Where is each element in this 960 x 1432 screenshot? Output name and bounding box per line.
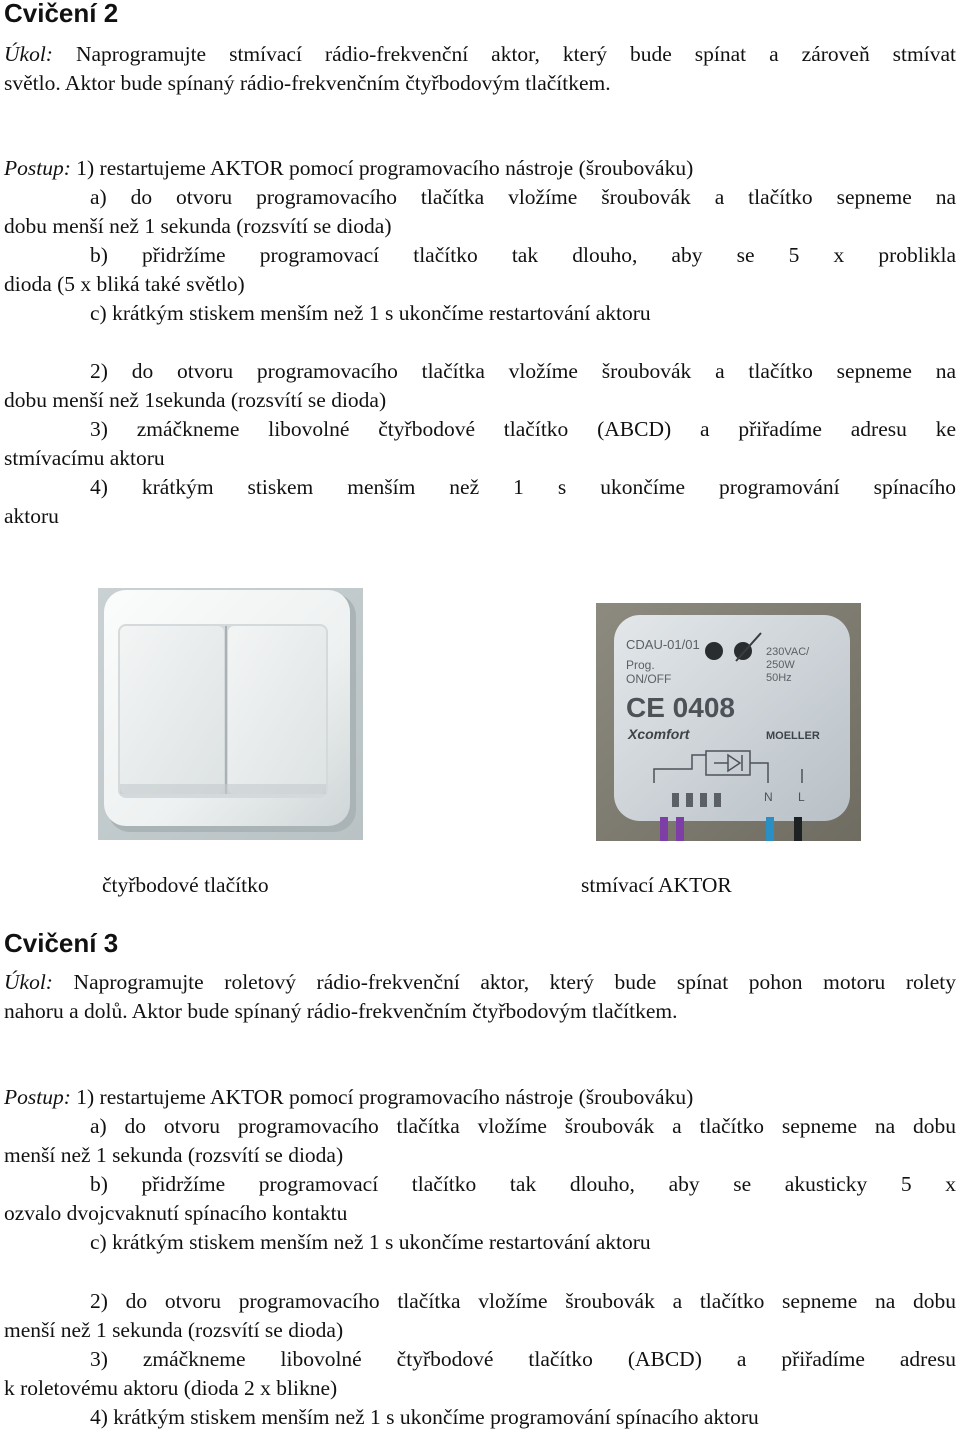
ex3-step2-line1: 2) do otvoru programovacího tlačítka vložíme šroubovák a tlačítko sepneme na dobu [90,1289,956,1313]
ex3-step3-line2: k roletovému aktoru (dioda 2 x blikne) [4,1376,338,1400]
ce-mark-label: CE 0408 [626,692,735,723]
caption-dimming-actuator: stmívací AKTOR [581,873,732,897]
four-point-switch-photo [98,588,363,840]
ex3-step4: 4) krátkým stiskem menším než 1 s ukončíme programování spínacího aktoru [90,1405,759,1429]
ex2-task-line1: Úkol: Naprogramujte stmívací rádio-frekvenční aktor, který bude spínat a zároveň stmívat [4,42,956,66]
ex2-step1: Postup: 1) restartujeme AKTOR pomocí programovacího nástroje (šroubováku) [4,156,694,180]
ex2-step1a-line1: a) do otvoru programovacího tlačítka vložíme šroubovák a tlačítko sepneme na [90,185,956,209]
ex2-step3-line2: stmívacímu aktoru [4,446,165,470]
ex2-step3-line1: 3) zmáčkneme libovolné čtyřbodové tlačítko (ABCD) a přiřadíme adresu ke [90,417,956,441]
ex2-step1a-line2: dobu menší než 1 sekunda (rozsvítí se dioda) [4,214,392,238]
ex2-task-line2: světlo. Aktor bude spínaný rádio-frekvenčním čtyřbodovým tlačítkem. [4,71,611,95]
device-n-label: N [764,790,773,804]
device-prog-label1: Prog. [626,658,655,672]
ex2-step2-line2: dobu menší než 1sekunda (rozsvítí se dioda) [4,388,387,412]
xcomfort-logo: Xcomfort [628,726,690,742]
ex3-task-line2: nahoru a dolů. Aktor bude spínaný rádio-frekvenčním čtyřbodovým tlačítkem. [4,999,678,1023]
ex2-step4-line2: aktoru [4,504,59,528]
device-l-label: L [798,790,805,804]
ex3-step1b-line1: b) přidržíme programovací tlačítko tak dlouho, aby se akusticky 5 x [90,1172,956,1196]
exercise2-heading: Cvičení 2 [4,0,119,28]
ex2-step2-line1: 2) do otvoru programovacího tlačítka vložíme šroubovák a tlačítko sepneme na [90,359,956,383]
ex3-step3-line1: 3) zmáčkneme libovolné čtyřbodové tlačítko (ABCD) a přiřadíme adresu [90,1347,956,1371]
moeller-logo: MOELLER [766,730,820,742]
dimming-actuator-photo [596,603,861,841]
caption-four-point-switch: čtyřbodové tlačítko [102,873,269,897]
device-model-label: CDAU-01/01 [626,637,700,652]
device-rating-label3: 50Hz [766,672,792,684]
ex3-step1c: c) krátkým stiskem menším než 1 s ukončíme restartování aktoru [90,1230,651,1254]
device-rating-label1: 230VAC/ [766,646,810,658]
ex3-task-line1: Úkol: Naprogramujte roletový rádio-frekvenční aktor, který bude spínat pohon motoru rolety [4,970,956,994]
ex3-step1: Postup: 1) restartujeme AKTOR pomocí programovacího nástroje (šroubováku) [4,1085,694,1109]
ex3-step1a-line1: a) do otvoru programovacího tlačítka vložíme šroubovák a tlačítko sepneme na dobu [90,1114,956,1138]
ex3-step1a-line2: menší než 1 sekunda (rozsvítí se dioda) [4,1143,344,1167]
ex2-step1b-line1: b) přidržíme programovací tlačítko tak dlouho, aby se 5 x problikla [90,243,956,267]
ex3-step1b-line2: ozvalo dvojcvaknutí spínacího kontaktu [4,1201,348,1225]
ex3-step2-line2: menší než 1 sekunda (rozsvítí se dioda) [4,1318,344,1342]
device-rating-label2: 250W [766,659,795,671]
exercise3-heading: Cvičení 3 [4,928,119,958]
ex2-step1c: c) krátkým stiskem menším než 1 s ukončíme restartování aktoru [90,301,651,325]
device-prog-label2: ON/OFF [626,672,672,686]
ex2-step4-line1: 4) krátkým stiskem menším než 1 s ukončíme programování spínacího [90,475,956,499]
ex2-step1b-line2: dioda (5 x bliká také světlo) [4,272,245,296]
